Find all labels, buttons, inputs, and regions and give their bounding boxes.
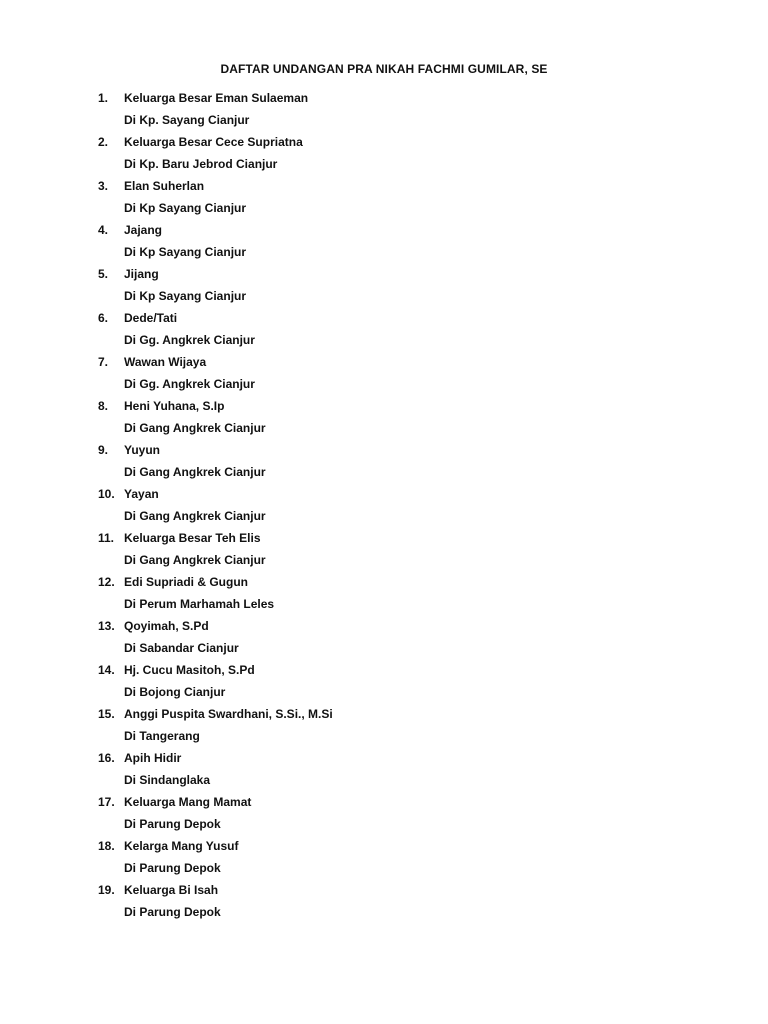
document-title: DAFTAR UNDANGAN PRA NIKAH FACHMI GUMILAR, SE <box>220 62 548 76</box>
list-item <box>98 880 698 924</box>
invitee-name: Yayan <box>124 487 159 501</box>
list-item <box>98 484 698 528</box>
item-number: 8. <box>98 399 109 413</box>
invitee-address: Di Kp. Sayang Cianjur <box>124 113 250 127</box>
invitee-address: Di Gang Angkrek Cianjur <box>124 421 266 435</box>
item-number: 1. <box>98 91 109 105</box>
list-item <box>98 616 698 660</box>
invitee-name: Jijang <box>124 267 159 281</box>
invitee-address: Di Parung Depok <box>124 861 221 875</box>
item-number: 12. <box>98 575 115 589</box>
invitation-list <box>98 88 698 924</box>
invitee-name: Yuyun <box>124 443 161 457</box>
invitee-address: Di Gang Angkrek Cianjur <box>124 465 266 479</box>
list-item <box>98 792 698 836</box>
invitee-address: Di Gang Angkrek Cianjur <box>124 553 266 567</box>
item-number: 4. <box>98 223 109 237</box>
list-item <box>98 836 698 880</box>
invitee-name: Keluarga Besar Teh Elis <box>124 531 261 545</box>
invitee-name: Heni Yuhana, S.Ip <box>124 399 225 413</box>
invitee-address: Di Parung Depok <box>124 905 221 919</box>
item-number: 17. <box>98 795 115 809</box>
invitee-name: Kelarga Mang Yusuf <box>124 839 239 853</box>
invitee-name: Apih Hidir <box>124 751 182 765</box>
item-number: 13. <box>98 619 115 633</box>
list-item <box>98 660 698 704</box>
item-number: 2. <box>98 135 109 149</box>
item-number: 16. <box>98 751 115 765</box>
item-number: 3. <box>98 179 109 193</box>
list-item <box>98 528 698 572</box>
invitee-address: Di Tangerang <box>124 729 200 743</box>
invitee-address: Di Perum Marhamah Leles <box>124 597 275 611</box>
list-item <box>98 220 698 264</box>
item-number: 10. <box>98 487 115 501</box>
list-item <box>98 176 698 220</box>
item-number: 19. <box>98 883 115 897</box>
list-item <box>98 572 698 616</box>
invitee-address: Di Sabandar Cianjur <box>124 641 239 655</box>
invitee-address: Di Kp Sayang Cianjur <box>124 245 247 259</box>
list-item <box>98 440 698 484</box>
invitee-name: Keluarga Mang Mamat <box>124 795 252 809</box>
item-number: 6. <box>98 311 109 325</box>
item-number: 11. <box>98 531 115 545</box>
list-item <box>98 132 698 176</box>
invitee-name: Wawan Wijaya <box>124 355 207 369</box>
invitee-address: Di Gg. Angkrek Cianjur <box>124 377 255 391</box>
invitee-name: Keluarga Bi Isah <box>124 883 219 897</box>
invitee-name: Jajang <box>124 223 163 237</box>
item-number: 15. <box>98 707 115 721</box>
item-number: 18. <box>98 839 115 853</box>
list-item <box>98 396 698 440</box>
item-number: 5. <box>98 267 109 281</box>
item-number: 14. <box>98 663 115 677</box>
list-item <box>98 88 698 132</box>
invitee-name: Keluarga Besar Cece Supriatna <box>124 135 303 149</box>
invitee-address: Di Kp. Baru Jebrod Cianjur <box>124 157 278 171</box>
invitee-name: Anggi Puspita Swardhani, S.Si., M.Si <box>124 707 333 721</box>
invitee-address: Di Parung Depok <box>124 817 221 831</box>
invitee-name: Edi Supriadi & Gugun <box>124 575 248 589</box>
invitee-address: Di Sindanglaka <box>124 773 211 787</box>
item-number: 7. <box>98 355 109 369</box>
list-item <box>98 352 698 396</box>
list-item <box>98 748 698 792</box>
invitee-address: Di Bojong Cianjur <box>124 685 226 699</box>
list-item <box>98 264 698 308</box>
invitee-name: Elan Suherlan <box>124 179 205 193</box>
invitee-address: Di Gg. Angkrek Cianjur <box>124 333 255 347</box>
invitee-name: Keluarga Besar Eman Sulaeman <box>124 91 309 105</box>
invitee-address: Di Kp Sayang Cianjur <box>124 289 247 303</box>
invitee-name: Qoyimah, S.Pd <box>124 619 209 633</box>
list-item <box>98 308 698 352</box>
list-item <box>98 704 698 748</box>
invitee-name: Hj. Cucu Masitoh, S.Pd <box>124 663 255 677</box>
invitee-name: Dede/Tati <box>124 311 178 325</box>
invitee-address: Di Kp Sayang Cianjur <box>124 201 247 215</box>
invitee-address: Di Gang Angkrek Cianjur <box>124 509 266 523</box>
item-number: 9. <box>98 443 109 457</box>
